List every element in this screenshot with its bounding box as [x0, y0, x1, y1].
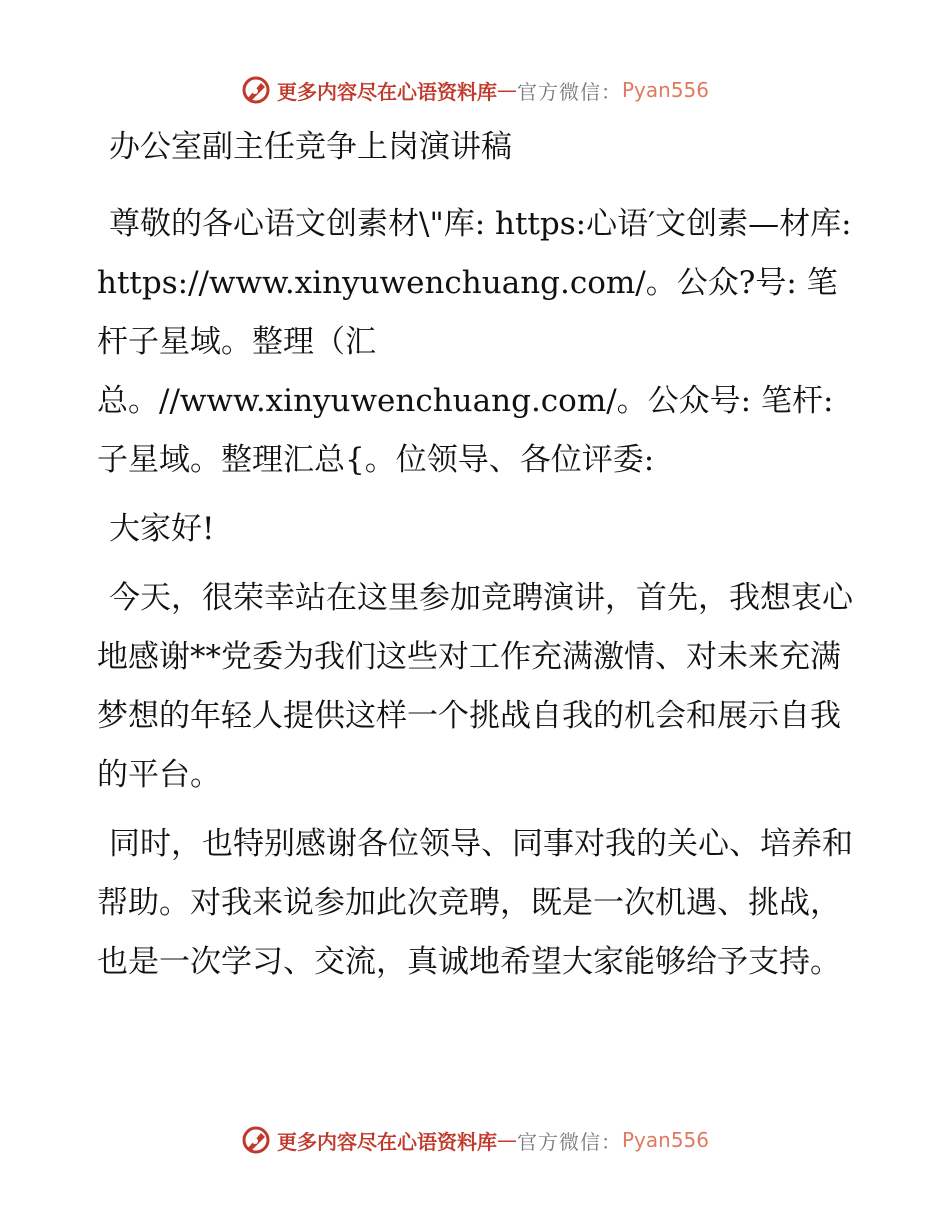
paragraph: 今天，很荣幸站在这里参加竞聘演讲，首先，我想衷心地感谢**党委为我们这些对工作充满激情、对未来充满梦想的年轻人提供这样一个挑战自我的机会和展示自我的平台。: [97, 580, 853, 793]
watermark-wechat-id: Pyan556: [621, 1128, 709, 1152]
document-body: [97, 118, 857, 1002]
pen-logo-icon: [241, 1125, 271, 1155]
paragraph: 大家好!: [109, 511, 215, 547]
document-title: 办公室副主任竞争上岗演讲稿: [109, 129, 512, 165]
footer-watermark: [0, 1120, 950, 1160]
paragraph: 尊敬的各心语文创素材\"库: https:心语′文创素—材库: https://www.xinyuwenchuang.com/。公众?号: 笔杆子星域。整理（汇总。//www.xinyuwenchuang.com/。公众号: 笔杆:子星域。整理汇总{。位领导、各位评委:: [97, 206, 852, 478]
paragraph: 同时，也特别感谢各位领导、同事对我的关心、培养和帮助。对我来说参加此次竞聘，既是一次机遇、挑战，也是一次学习、交流，真诚地希望大家能够给予支持。: [97, 826, 853, 980]
header-watermark: [0, 70, 950, 110]
watermark-dash: —: [496, 1128, 517, 1152]
pen-logo-icon: [241, 75, 271, 105]
watermark-wechat-id: Pyan556: [621, 78, 709, 102]
watermark-main-text: 更多内容尽在心语资料库: [276, 1129, 497, 1154]
watermark-dash: —: [496, 78, 517, 102]
watermark-main-text: 更多内容尽在心语资料库: [276, 79, 497, 104]
watermark-label: 官方微信：: [516, 1129, 622, 1154]
watermark-label: 官方微信：: [516, 79, 622, 104]
